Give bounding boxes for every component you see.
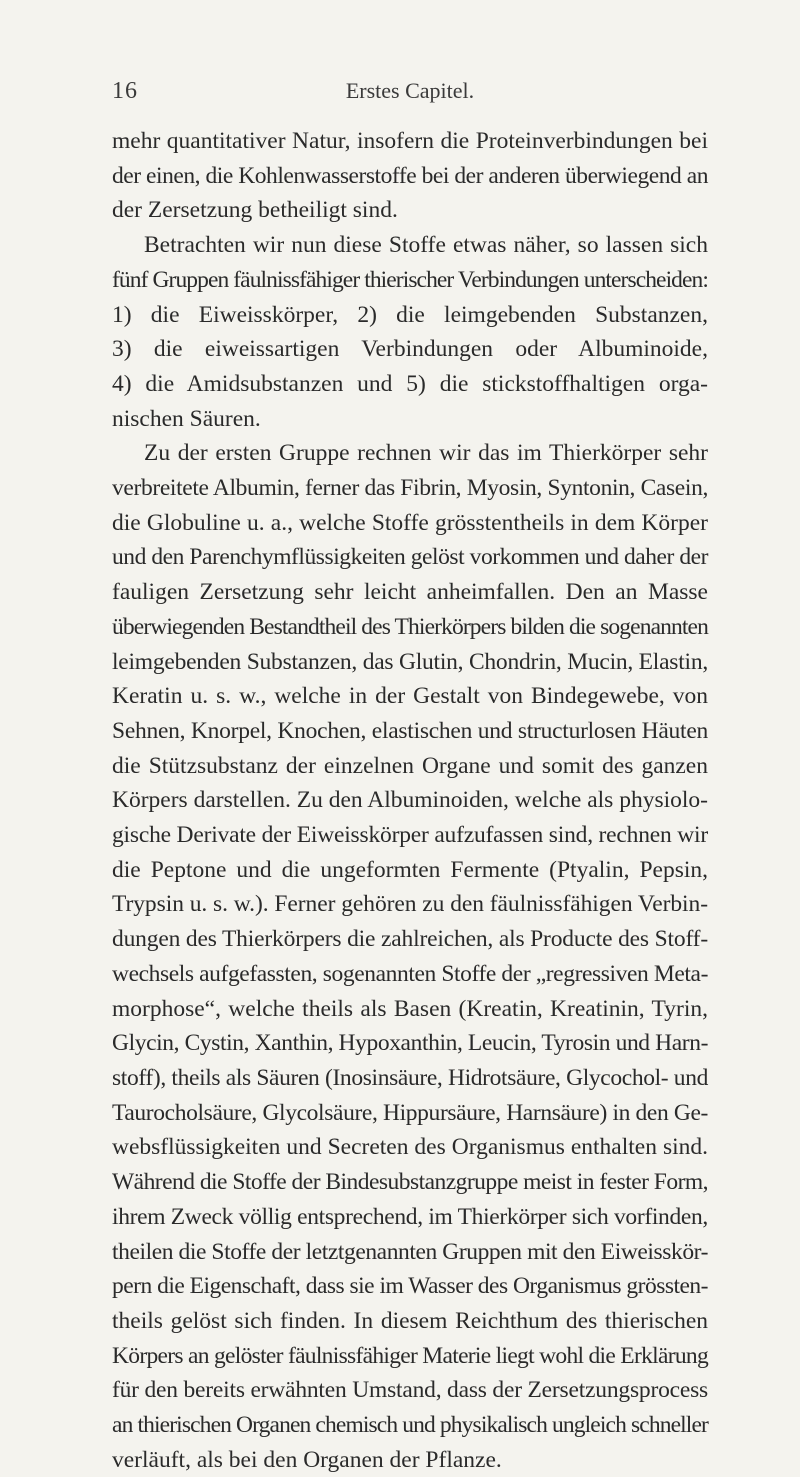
text-line: die Globuline u. a., welche Stoffe grösstentheils in dem Körper — [112, 509, 708, 536]
text-line: theils gelöst sich finden. In diesem Reichthum des thierischen — [112, 1307, 708, 1334]
text-line: mehr quantitativer Natur, insofern die Proteinverbindungen bei — [112, 128, 708, 154]
text-line: verläuft, als bei den Organen der Pflanze. — [112, 1446, 502, 1473]
running-title: Erstes Capitel. — [345, 78, 475, 103]
text-line: fauligen Zersetzung sehr leicht anheimfallen. Den an Masse — [112, 579, 708, 606]
text-line: dungen des Thierkörpers die zahlreichen, als Producte des Stoff- — [112, 926, 708, 953]
paragraph-1 — [112, 124, 708, 228]
text-line: verbreitete Albumin, ferner das Fibrin, Myosin, Syntonin, Casein, — [112, 475, 708, 502]
text-line: Zu der ersten Gruppe rechnen wir das im Thierkörper sehr — [144, 440, 708, 467]
text-line: Sehnen, Knorpel, Knochen, elastischen und structurlosen Häuten — [112, 717, 708, 744]
text-line: überwiegenden Bestandtheil des Thierkörpers bilden die sogenannten — [112, 613, 708, 640]
page-header — [112, 78, 708, 108]
body-text — [112, 124, 708, 1477]
text-line: Taurocholsäure, Glycolsäure, Hippursäure, Harnsäure) in den Ge- — [112, 1099, 709, 1126]
page-number: 16 — [112, 78, 138, 104]
text-line: die Peptone und die ungeformten Fermente (Ptyalin, Pepsin, — [112, 856, 708, 883]
text-line: Körpers darstellen. Zu den Albuminoiden, welche als physiolo- — [112, 787, 708, 814]
text-line: der einen, die Kohlenwasserstoffe bei der anderen überwiegend an — [112, 162, 708, 189]
text-line: Während die Stoffe der Bindesubstanzgruppe meist in fester Form, — [112, 1169, 708, 1196]
text-line: Glycin, Cystin, Xanthin, Hypoxanthin, Leucin, Tyrosin und Harn- — [112, 1030, 708, 1057]
text-line: an thierischen Organen chemisch und physikalisch ungleich schneller — [112, 1412, 708, 1439]
text-line: Körpers an gelöster fäulnissfähiger Materie liegt wohl die Erklärung — [112, 1342, 708, 1369]
text-line: fünf Gruppen fäulnissfähiger thierischer Verbindungen unterscheiden: — [112, 266, 708, 293]
text-line: stoff), theils als Säuren (Inosinsäure, Hidrotsäure, Glycochol- und — [112, 1064, 708, 1091]
text-line: 1) die Eiweisskörper, 2) die leimgebenden Substanzen, — [112, 301, 708, 328]
text-line: die Stützsubstanz der einzelnen Organe und somit des ganzen — [112, 752, 708, 779]
text-line: für den bereits erwähnten Umstand, dass der Zersetzungsprocess — [112, 1377, 708, 1404]
text-line: pern die Eigenschaft, dass sie im Wasser des Organismus grössten- — [112, 1273, 708, 1300]
text-line: theilen die Stoffe der letztgenannten Gruppen mit den Eiweisskör- — [112, 1238, 708, 1265]
paragraph-2 — [112, 228, 708, 436]
text-line: ihrem Zweck völlig entsprechend, im Thierkörper sich vorfinden, — [112, 1203, 708, 1230]
text-line: 4) die Amidsubstanzen und 5) die stickstoffhaltigen orga- — [112, 370, 708, 397]
text-line: nischen Säuren. — [112, 405, 261, 432]
text-line: websflüssigkeiten und Secreten des Organismus enthalten sind. — [112, 1134, 708, 1161]
text-line: der Zersetzung betheiligt sind. — [112, 197, 398, 224]
text-line: wechsels aufgefassten, sogenannten Stoffe der „regressiven Meta- — [112, 960, 708, 987]
text-line: Betrachten wir nun diese Stoffe etwas näher, so lassen sich — [144, 232, 708, 259]
text-line: und den Parenchymflüssigkeiten gelöst vorkommen und daher der — [112, 544, 708, 571]
text-line: 3) die eiweissartigen Verbindungen oder Albuminoide, — [112, 336, 708, 363]
text-line: morphose“, welche theils als Basen (Kreatin, Kreatinin, Tyrin, — [112, 995, 708, 1022]
text-line: gische Derivate der Eiweisskörper aufzufassen sind, rechnen wir — [112, 822, 708, 849]
paragraph-3 — [112, 436, 708, 1477]
text-line: Trypsin u. s. w.). Ferner gehören zu den fäulnissfähigen Verbin- — [112, 891, 708, 918]
text-line: leimgebenden Substanzen, das Glutin, Chondrin, Mucin, Elastin, — [112, 648, 708, 675]
text-line: Keratin u. s. w., welche in der Gestalt von Bindegewebe, von — [112, 683, 708, 710]
